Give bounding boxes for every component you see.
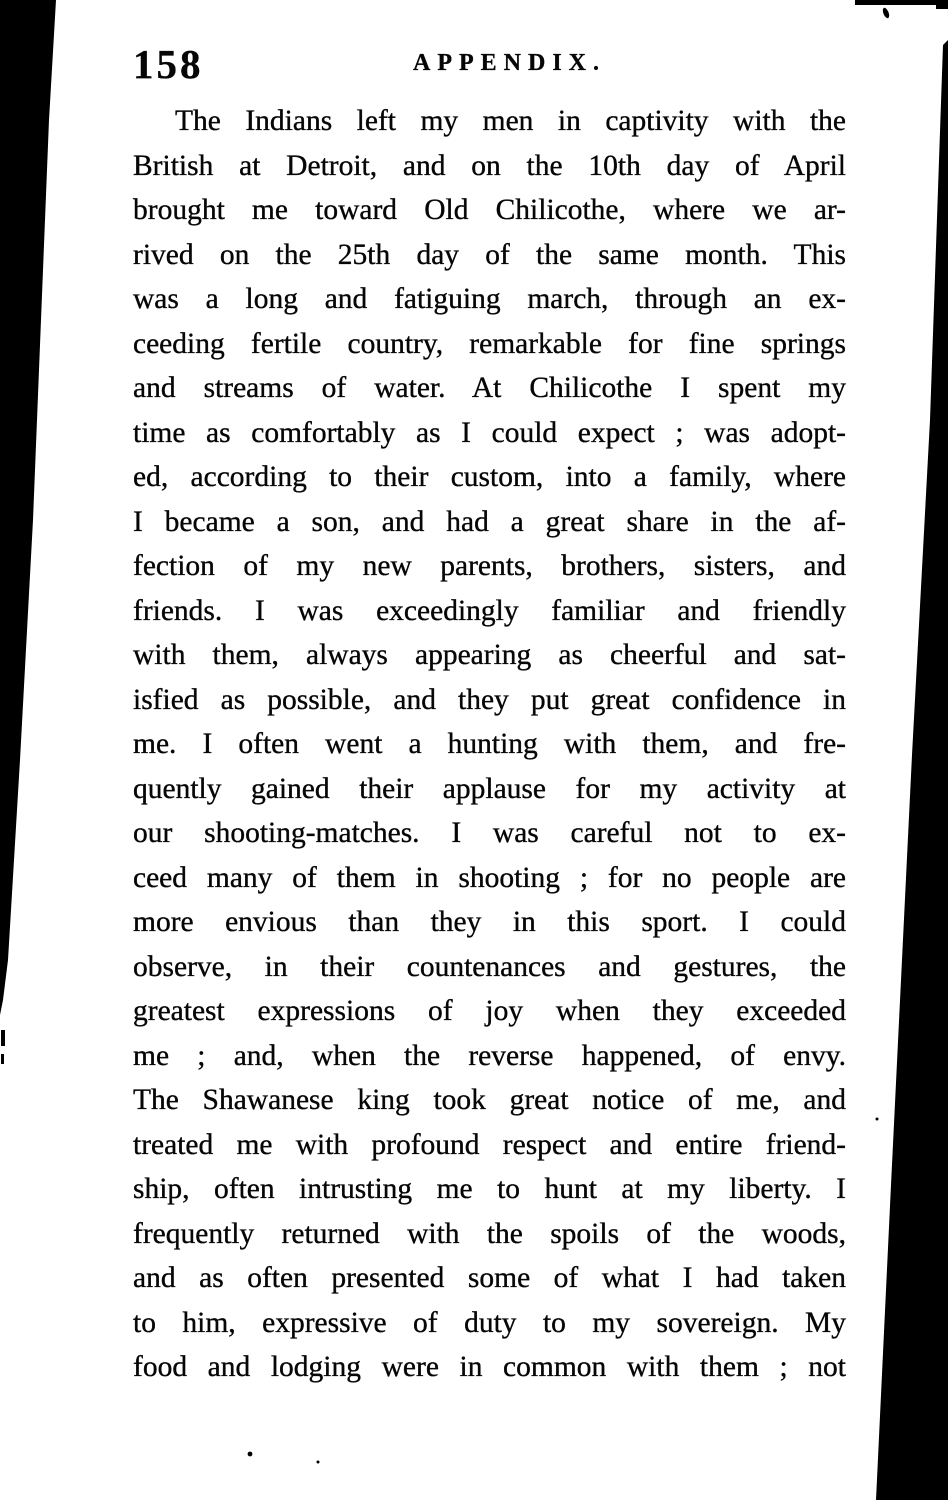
- body-text-line: to him, expressive of duty to my sovereign. My: [133, 1306, 846, 1339]
- body-paragraph: [133, 99, 846, 1390]
- body-text-line: and as often presented some of what I had taken: [133, 1262, 846, 1294]
- ink-speck: [876, 1118, 879, 1121]
- ink-speck: [317, 1461, 320, 1464]
- body-text-line: frequently returned with the spoils of the woods,: [133, 1217, 846, 1250]
- ink-speck: [1, 1054, 4, 1064]
- body-text-line: friends. I was exceedingly familiar and friendly: [133, 594, 846, 627]
- body-text-line: treated me with profound respect and entire friend-: [133, 1128, 846, 1161]
- body-text-line: ceeding fertile country, remarkable for fine springs: [133, 327, 846, 360]
- right-gutter-shadow: [876, 40, 948, 1500]
- body-text-line: our shooting-matches. I was careful not to ex-: [133, 817, 846, 849]
- body-text-line: with them, always appearing as cheerful and sat-: [133, 639, 846, 671]
- top-edge-mark-corner: [936, 0, 948, 9]
- body-text-line: greatest expressions of joy when they exceeded: [133, 995, 846, 1027]
- body-text-line: ship, often intrusting me to hunt at my liberty. I: [133, 1173, 846, 1205]
- body-text-line: quently gained their applause for my activity at: [133, 772, 846, 805]
- ink-speck: [882, 7, 891, 19]
- body-text-line: time as comfortably as I could expect ; was adopt-: [133, 416, 846, 449]
- body-text-line: rived on the 25th day of the same month. This: [133, 238, 846, 271]
- running-header: APPENDIX.: [413, 50, 606, 76]
- body-text-line: more envious than they in this sport. I could: [133, 906, 846, 938]
- body-text-line: ceed many of them in shooting ; for no people are: [133, 861, 846, 894]
- body-text-line: ed, according to their custom, into a family, where: [133, 461, 846, 493]
- ink-speck: [1, 1030, 5, 1046]
- body-text-line: British at Detroit, and on the 10th day of April: [133, 149, 846, 182]
- body-text-line: fection of my new parents, brothers, sisters, and: [133, 550, 846, 582]
- body-text-line: me ; and, when the reverse happened, of envy.: [133, 1039, 846, 1072]
- top-edge-mark: [855, 0, 948, 5]
- body-text-line: observe, in their countenances and gestures, the: [133, 950, 846, 983]
- body-text-line: and streams of water. At Chilicothe I spent my: [133, 372, 846, 404]
- body-text-line: brought me toward Old Chilicothe, where we ar-: [133, 194, 846, 226]
- body-text-line: isfied as possible, and they put great confidence in: [133, 683, 846, 716]
- left-gutter-shadow: [0, 0, 56, 1015]
- body-text-line: food and lodging were in common with them ; not: [133, 1351, 846, 1383]
- body-text-line: I became a son, and had a great share in the af-: [133, 505, 846, 538]
- body-text-line: me. I often went a hunting with them, and fre-: [133, 728, 846, 760]
- body-text-line: The Shawanese king took great notice of me, and: [133, 1084, 846, 1116]
- page-number: 158: [133, 41, 204, 87]
- body-text-line: The Indians left my men in captivity with the: [175, 105, 846, 137]
- ink-speck: [248, 1452, 253, 1457]
- body-text-line: was a long and fatiguing march, through an ex-: [133, 283, 846, 315]
